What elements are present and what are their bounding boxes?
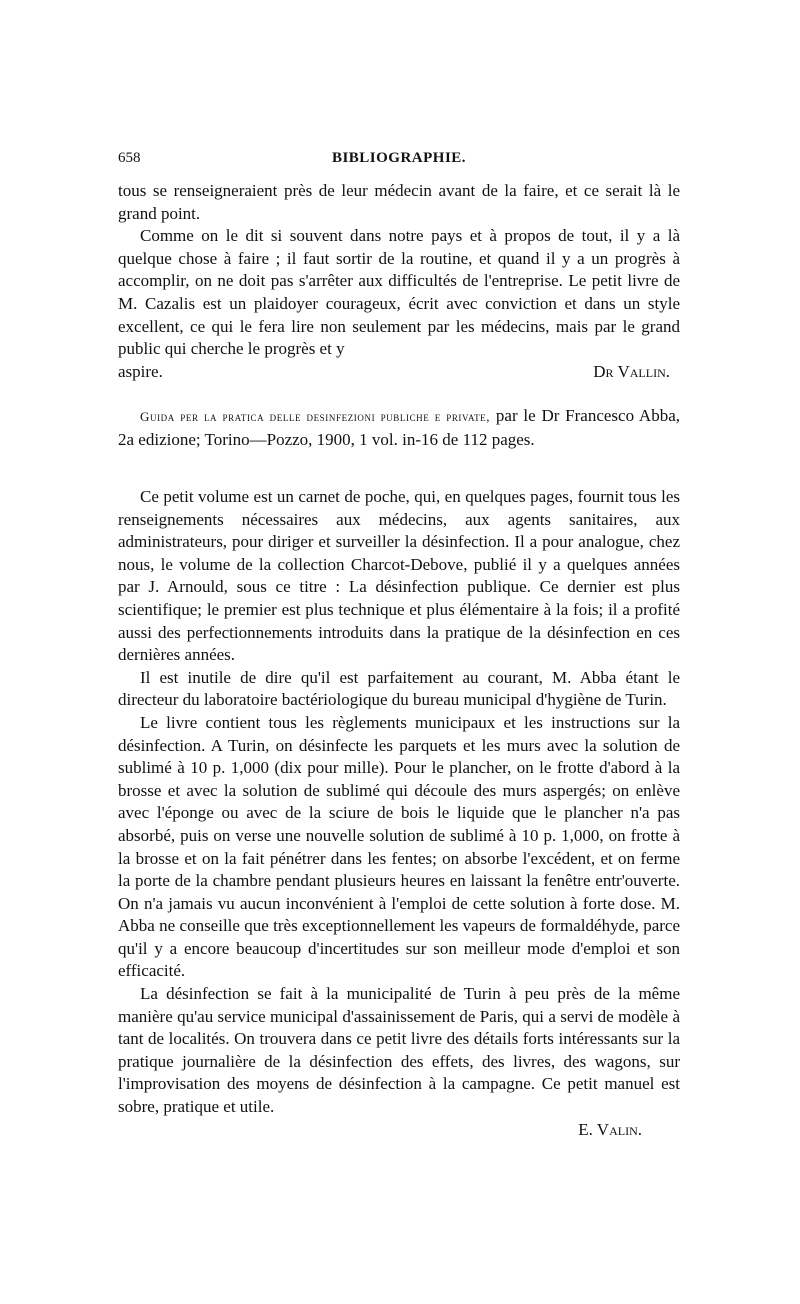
review-paragraph: Il est inutile de dire qu'il est parfaitement au courant, M. Abba étant le directeur du laboratoire bactériologique du bureau municipal d'hygiène de Turin.: [118, 667, 680, 710]
review-paragraph: Le livre contient tous les règlements municipaux et les instructions sur la désinfection. A Turin, on désinfecte les parquets et les murs avec la solution de sublimé à 10 p. 1,000 (dix pour mille). Pour le plancher, on le frotte d'abord à la brosse et avec la solution de sublimé qui découle des murs aspergés; on enlève avec l'éponge ou avec de la sciure de bois le liquide que le plancher n'a pas absorbé, puis on verse une nouvelle solution de sublimé à 10 p. 1,000, on frotte à la brosse et on la fait pénétrer dans les fentes; on absorbe l'excédent, et on ferme la porte de la chambre pendant plusieurs heures en laissant la fenêtre entr'ouverte. On n'a jamais vu aucun inconvénient à l'emploi de cette solution à forte dose. M. Abba ne conseille que très exceptionnellement les vapeurs de formaldéhyde, parce qu'il y a encore beaucoup d'incertitudes sur son meilleur mode d'emploi et son efficacité.: [118, 712, 680, 981]
reviewer-signature: Dr Vallin.: [593, 361, 670, 381]
signature-line: [118, 361, 680, 384]
last-word: aspire.: [118, 361, 163, 381]
review-cazalis: [118, 180, 680, 383]
review-paragraph: Comme on le dit si souvent dans notre pays et à propos de tout, il y a là quelque chose à faire ; il faut sortir de la routine, et quand il y a un progrès à accomplir, on ne doit pas s'arrêter aux difficultés de l'entreprise. Le petit livre de M. Cazalis est un plaidoyer courageux, écrit avec conviction et dans un style excellent, ce qui le fera lire non seulement par les médecins, mais par le grand public qui cherche le progrès et y: [118, 226, 680, 359]
review-paragraph: La désinfection se fait à la municipalité de Turin à peu près de la même manière qu'au service municipal d'assainissement de Paris, qui a servi de modèle à tant de localités. On trouvera dans ce petit livre des détails forts intéressants sur la pratique journalière de la désinfection des effets, des livres, des wagons, sur l'improvisation des moyens de désinfection à la campagne. Ce petit manuel est sobre, pratique et utile.: [118, 984, 680, 1117]
reviewer-signature: E. Valin.: [578, 1119, 642, 1139]
continuation-text: tous se renseigneraient près de leur médecin avant de la faire, et ce serait là le grand point.: [118, 181, 680, 223]
running-title: BIBLIOGRAPHIE.: [331, 150, 467, 166]
review-abba: [118, 405, 680, 451]
review-abba-body: [118, 486, 680, 1141]
page-number: 658: [118, 150, 141, 166]
book-details: par le Dr Francesco Abba, 2a edizione; Torino—Pozzo, 1900, 1 vol. in-16 de 112 pages.: [118, 406, 680, 449]
bibliographic-entry: [118, 405, 680, 451]
page-header: [118, 150, 680, 176]
review-paragraph: Ce petit volume est un carnet de poche, qui, en quelques pages, fournit tous les renseignements nécessaires aux médecins, aux agents sanitaires, aux administrateurs, pour diriger et surveiller la désinfection. Il a pour analogue, chez nous, le volume de la collection Charcot-Debove, publié il y a quelques années par J. Arnould, sous ce titre : La désinfection publique. Ce dernier est plus scientifique; le premier est plus technique et plus élémentaire à la fois; il a profité aussi des perfectionnements introduits dans la pratique de la désinfection en ces dernières années.: [118, 487, 680, 665]
book-title: Guida per la pratica delle desinfezioni publiche e private,: [140, 409, 491, 424]
